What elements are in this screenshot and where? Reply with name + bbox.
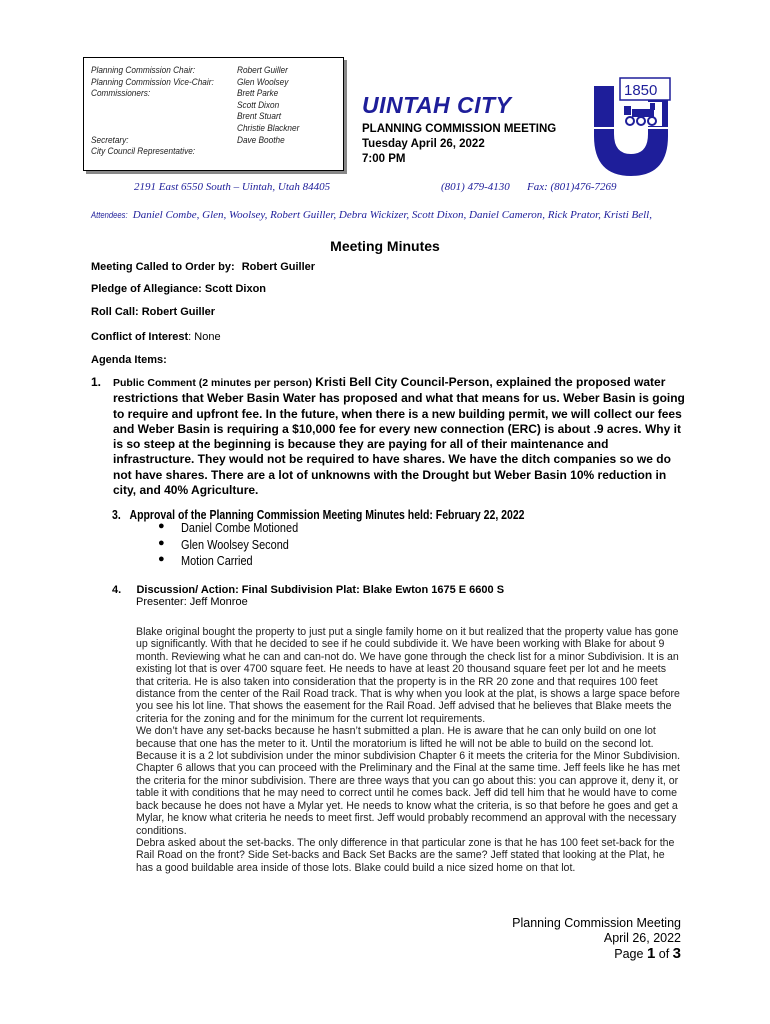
city-title: UINTAH CITY <box>362 92 512 118</box>
bullet-icon: ● <box>158 537 165 549</box>
roll-call: Roll Call: Robert Guiller <box>91 306 216 318</box>
page-number: Page 1 of 3 <box>614 945 681 962</box>
attendees-line <box>91 209 751 221</box>
role-secretary: Secretary: <box>91 134 129 146</box>
minutes-title: Meeting Minutes <box>330 238 440 254</box>
meeting-type: PLANNING COMMISSION MEETING <box>362 123 557 135</box>
item4-title: Discussion/ Action: Final Subdivision Plat: Blake Ewton 1675 E 6600 S <box>136 584 505 596</box>
name-vice-chair: Glen Woolsey <box>237 76 289 88</box>
agenda-item-4 <box>112 584 682 608</box>
role-commissioners: Commissioners: <box>91 88 151 100</box>
phone: (801) 479-4130 <box>441 181 510 193</box>
roster-names <box>237 65 299 146</box>
footer-date: April 26, 2022 <box>603 931 681 945</box>
name-commissioner: Brett Parke <box>237 88 279 100</box>
roster-roles <box>91 65 214 158</box>
conflict-label: Conflict of Interest <box>91 331 189 343</box>
item3-heading <box>112 508 525 522</box>
paragraph: Blake original bought the property to just put a single family home on it but realized that the property value has gone up significantly. With that he decided to see if he could subdivide it. We have been working with Blake for about 9 month. Reviewing what he can and can-not do. We have gone through the check list for a minor Subdivision. It is an existing lot that is over 4700 square feet. He needs to have at least 20 thousand square feet per lot and he meets that criteria. He is also taken into consideration that the property is in the RR 20 zone and that requires 100 feet distance from the center of the Rail Road track. That is why when you look at the plat, is shows a large space before you see his lot line. That shows the easement for the Rail Road. Jeff advised that he believes that Blake meets the criteria for the zoning and for the minimum for the current lot requirements. <box>136 626 680 725</box>
called-to-order <box>91 261 315 273</box>
agenda-item-1 <box>91 375 691 498</box>
paragraph: Debra asked about the set-backs. The only difference in that particular zone is that he has 100 feet set-back for the Rail Road on the front? Side Set-backs and Back Set Backs are the same? Jeff stated that looking at the Plat, he has a good buildable area inside of those lots. Blake could build a nice sized home on that lot. <box>136 836 675 874</box>
item1-text: Kristi Bell City Council-Person, explained the proposed water restrictions that Weber Basin Water has proposed and what that means for us. Weber Basin is going to require and upfront fee. In the future, when there is a new building permit, we will collect our fees and Weber Basin is requiring a $10,000 fee for every new connection (ERC) is about .9 acres. Why it is so steep at the beginning is because they are paying for all of their maintenance and infrastructure. They would not be required to have shares. We have the ditch companies so we do not have shares. There are a lot of unknowns with the Drought but Weber Basin 10% reduction in city, and 40% Agriculture. <box>113 375 685 498</box>
role-council-rep: City Council Representative: <box>91 146 196 158</box>
name-secretary: Christie Blackner <box>237 122 300 134</box>
pledge: Pledge of Allegiance: Scott Dixon <box>91 283 267 295</box>
roster-box <box>83 57 344 171</box>
item4-presenter: Presenter: Jeff Monroe <box>136 596 248 608</box>
bullet-icon: ● <box>158 520 165 532</box>
attendees-label: Attendees: <box>91 210 128 220</box>
meeting-date: Tuesday April 26, 2022 <box>362 138 485 150</box>
item4-discussion <box>136 626 682 874</box>
city-logo <box>590 76 672 180</box>
name-chair: Robert Guiller <box>237 65 288 76</box>
item1-lead: Public Comment (2 minutes per person) <box>113 377 312 389</box>
conflict-of-interest <box>91 331 221 343</box>
item3-title: Approval of the Planning Commission Meeting Minutes held: February 22, 2022 <box>129 508 525 522</box>
name-commissioner: Brent Stuart <box>237 111 282 123</box>
item-number: 3. <box>112 508 121 522</box>
paragraph: We don’t have any set-backs because he hasn’t submitted a plan. He is aware that he can only build on one lot because that one has the meter to it. Until the moratorium is lifted he will not be able to build on the second lot. Because it is a 2 lot subdivision under the minor subdivision Chapter 6 it meets the criteria for the Minor Subdivision. Chapter 6 allows that you can proceed with the Preliminary and the Final at the same time. Jeff feels like he has met the criteria for the minor subdivision. There are three ways that you can go about this: you can approve it, deny it, or table it with conditions that he may need to correct until he comes back. Jeff did tell him that he would have to come back because he does not have a Mylar yet. He needs to know what the criteria, is so that before he goes and get a Mylar, he know what criteria he needs to meet first. Jeff would probably recommend an approval with the necessary conditions. <box>136 725 681 837</box>
name-council-rep: Dave Boothe <box>237 134 285 146</box>
footer-title: Planning Commission Meeting <box>512 916 681 930</box>
role-vice-chair: Planning Commission Vice-Chair: <box>91 76 214 88</box>
agenda-label: Agenda Items: <box>91 354 167 366</box>
address: 2191 East 6550 South – Uintah, Utah 84405 <box>134 181 331 193</box>
meeting-time: 7:00 PM <box>362 153 406 165</box>
name-commissioner: Scott Dixon <box>237 99 280 111</box>
called-value: Robert Guiller <box>241 261 316 273</box>
item-number: 4. <box>112 584 122 596</box>
fax: Fax: (801)476-7269 <box>527 181 617 193</box>
page-footer <box>512 916 681 962</box>
conflict-value: : None <box>188 331 221 343</box>
attendees-names: Daniel Combe, Glen, Woolsey, Robert Guiller, Debra Wickizer, Scott Dixon, Daniel Cameron, Rick Prator, Kristi Bell, <box>132 209 652 221</box>
train-u-logo-icon <box>590 76 672 180</box>
logo-year: 1850 <box>624 82 658 99</box>
bullet-icon: ● <box>158 553 165 565</box>
role-chair: Planning Commission Chair: <box>91 65 196 76</box>
item-number: 1. <box>91 375 102 389</box>
called-label: Meeting Called to Order by: <box>91 261 235 273</box>
